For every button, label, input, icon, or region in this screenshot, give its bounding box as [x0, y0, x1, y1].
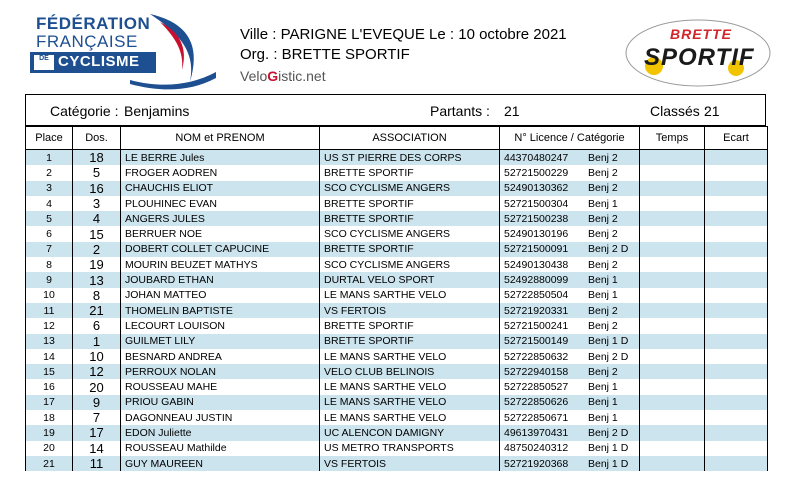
cell-name: CHAUCHIS ELIOT [121, 181, 320, 196]
cell-association: VS FERTOIS [320, 303, 500, 318]
site-part-2: G [267, 68, 279, 84]
cell-gap [705, 349, 768, 364]
col-header-dossard: Dos. [73, 127, 121, 150]
cell-gap [705, 196, 768, 211]
cell-name: GUY MAUREEN [121, 456, 320, 471]
cell-dossard: 20 [73, 379, 121, 394]
col-header-name: NOM et PRENOM [121, 127, 320, 150]
cell-name: ANGERS JULES [121, 211, 320, 226]
club-logo [624, 18, 772, 88]
cell-place: 21 [26, 456, 73, 471]
cell-dossard: 11 [73, 456, 121, 471]
ffc-logo-badge: DE [34, 55, 54, 70]
cell-place: 20 [26, 441, 73, 456]
cell-gap [705, 395, 768, 410]
cell-dossard: 3 [73, 196, 121, 211]
table-row [26, 242, 768, 257]
cell-association: VS FERTOIS [320, 456, 500, 471]
cell-licence [500, 211, 640, 226]
licence-category: Benj 1 [588, 381, 618, 394]
licence-number: 52721500091 [504, 243, 569, 256]
licence-category: Benj 1 [588, 411, 618, 424]
cell-name: MOURIN BEUZET MATHYS [121, 257, 320, 272]
cell-gap [705, 303, 768, 318]
event-organizer: Org. : BRETTE SPORTIF [240, 46, 410, 63]
ffc-logo-line1: FÉDÉRATION [36, 14, 151, 33]
col-header-licence: N° Licence / Catégorie [500, 127, 640, 150]
licence-number: 52722850671 [504, 411, 569, 424]
cell-association: US METRO TRANSPORTS [320, 441, 500, 456]
cell-gap [705, 318, 768, 333]
cell-gap [705, 226, 768, 241]
cell-time [640, 257, 705, 272]
cell-time [640, 242, 705, 257]
licence-category: Benj 2 [588, 365, 618, 378]
cell-dossard: 9 [73, 395, 121, 410]
cell-dossard: 13 [73, 272, 121, 287]
licence-number: 52721500304 [504, 197, 569, 210]
col-header-association: ASSOCIATION [320, 127, 500, 150]
cell-place: 10 [26, 288, 73, 303]
cell-name: GUILMET LILY [121, 334, 320, 349]
table-row [26, 226, 768, 241]
cell-name: ROUSSEAU Mathilde [121, 441, 320, 456]
cell-place: 4 [26, 196, 73, 211]
classes-label: Classés : [650, 103, 708, 119]
cell-name: JOHAN MATTEO [121, 288, 320, 303]
cell-licence [500, 257, 640, 272]
cell-time [640, 425, 705, 440]
table-row [26, 150, 768, 166]
cell-gap [705, 288, 768, 303]
cell-place: 11 [26, 303, 73, 318]
cell-dossard: 8 [73, 288, 121, 303]
cell-licence [500, 181, 640, 196]
cell-place: 15 [26, 364, 73, 379]
cell-dossard: 12 [73, 364, 121, 379]
licence-category: Benj 1 [588, 396, 618, 409]
cell-name: ROUSSEAU MAHE [121, 379, 320, 394]
table-row [26, 257, 768, 272]
cell-licence [500, 226, 640, 241]
cell-name: LE BERRE Jules [121, 150, 320, 166]
partants-value: 21 [504, 103, 520, 119]
col-header-time: Temps [640, 127, 705, 150]
table-header-row [26, 127, 768, 150]
cell-association: SCO CYCLISME ANGERS [320, 226, 500, 241]
cell-licence [500, 425, 640, 440]
table-row [26, 349, 768, 364]
table-row [26, 181, 768, 196]
event-location-date: Ville : PARIGNE L'EVEQUE Le : 10 octobre 2021 [240, 26, 567, 43]
cell-place: 14 [26, 349, 73, 364]
licence-number: 52721500238 [504, 212, 569, 225]
cell-dossard: 14 [73, 441, 121, 456]
cell-time [640, 410, 705, 425]
cell-time [640, 364, 705, 379]
cell-time [640, 303, 705, 318]
cell-gap [705, 456, 768, 471]
cell-gap [705, 425, 768, 440]
licence-category: Benj 1 [588, 274, 618, 287]
licence-category: Benj 2 [588, 304, 618, 317]
licence-category: Benj 2 [588, 166, 618, 179]
cell-time [640, 349, 705, 364]
cell-gap [705, 150, 768, 166]
cell-gap [705, 242, 768, 257]
table-row [26, 288, 768, 303]
licence-number: 52490130196 [504, 228, 569, 241]
table-row [26, 196, 768, 211]
club-logo-line2: SPORTIF [644, 44, 755, 71]
licence-category: Benj 1 D [588, 457, 629, 470]
licence-number: 49613970431 [504, 426, 569, 439]
cell-licence [500, 364, 640, 379]
classes-value: 21 [704, 103, 720, 119]
table-row [26, 441, 768, 456]
licence-category: Benj 2 [588, 212, 618, 225]
licence-category: Benj 2 D [588, 350, 629, 363]
licence-number: 52721500149 [504, 335, 569, 348]
cell-gap [705, 379, 768, 394]
cell-place: 1 [26, 150, 73, 166]
cell-time [640, 395, 705, 410]
cell-time [640, 150, 705, 166]
cell-time [640, 181, 705, 196]
table-row [26, 395, 768, 410]
licence-category: Benj 2 [588, 319, 618, 332]
ffc-logo-line2: FRANÇAISE [36, 32, 138, 51]
licence-category: Benj 2 D [588, 426, 629, 439]
licence-number: 52490130362 [504, 182, 569, 195]
cell-licence [500, 456, 640, 471]
cell-licence [500, 410, 640, 425]
partants-label: Partants : [430, 103, 490, 119]
cell-name: PRIOU GABIN [121, 395, 320, 410]
licence-number: 52490130438 [504, 258, 569, 271]
site-part-3: istic.net [278, 68, 326, 84]
cell-licence [500, 334, 640, 349]
cell-place: 19 [26, 425, 73, 440]
velogistic-site [240, 68, 326, 84]
cell-name: BESNARD ANDREA [121, 349, 320, 364]
licence-category: Benj 1 D [588, 335, 629, 348]
licence-number: 52492880099 [504, 274, 569, 287]
cell-time [640, 318, 705, 333]
cell-time [640, 165, 705, 180]
cell-gap [705, 257, 768, 272]
cell-dossard: 6 [73, 318, 121, 333]
cell-association: LE MANS SARTHE VELO [320, 395, 500, 410]
cell-time [640, 456, 705, 471]
cell-dossard: 18 [73, 150, 121, 166]
cell-name: PERROUX NOLAN [121, 364, 320, 379]
cell-name: JOUBARD ETHAN [121, 272, 320, 287]
club-logo-line1: BRETTE [670, 26, 732, 42]
cell-place: 3 [26, 181, 73, 196]
licence-number: 52722850527 [504, 381, 569, 394]
cell-name: FROGER AODREN [121, 165, 320, 180]
cell-gap [705, 165, 768, 180]
cell-gap [705, 181, 768, 196]
cell-licence [500, 441, 640, 456]
cell-association: UC ALENCON DAMIGNY [320, 425, 500, 440]
cell-association: VELO CLUB BELINOIS [320, 364, 500, 379]
cell-licence [500, 272, 640, 287]
table-row [26, 456, 768, 471]
cell-name: DAGONNEAU JUSTIN [121, 410, 320, 425]
table-row [26, 410, 768, 425]
cell-place: 7 [26, 242, 73, 257]
categorie-label: Catégorie : [50, 103, 119, 119]
cell-association: LE MANS SARTHE VELO [320, 410, 500, 425]
cell-place: 12 [26, 318, 73, 333]
ffc-logo-line3: CYCLISME [58, 53, 140, 70]
table-row [26, 165, 768, 180]
cell-association: LE MANS SARTHE VELO [320, 288, 500, 303]
table-row [26, 425, 768, 440]
licence-number: 52722850504 [504, 289, 569, 302]
table-row [26, 318, 768, 333]
cell-association: SCO CYCLISME ANGERS [320, 181, 500, 196]
cell-dossard: 10 [73, 349, 121, 364]
cell-licence [500, 303, 640, 318]
licence-category: Benj 2 [588, 182, 618, 195]
cell-place: 13 [26, 334, 73, 349]
licence-category: Benj 1 [588, 289, 618, 302]
cell-licence [500, 288, 640, 303]
cell-name: BERRUER NOE [121, 226, 320, 241]
cell-licence [500, 242, 640, 257]
licence-category: Benj 1 D [588, 442, 629, 455]
table-row [26, 272, 768, 287]
cell-dossard: 7 [73, 410, 121, 425]
licence-number: 52721500229 [504, 166, 569, 179]
cell-time [640, 272, 705, 287]
cell-dossard: 16 [73, 181, 121, 196]
cell-dossard: 19 [73, 257, 121, 272]
cell-licence [500, 318, 640, 333]
cell-time [640, 226, 705, 241]
cell-gap [705, 334, 768, 349]
race-info-panel [25, 94, 766, 126]
cell-place: 18 [26, 410, 73, 425]
cell-association: SCO CYCLISME ANGERS [320, 257, 500, 272]
table-row [26, 364, 768, 379]
licence-number: 48750240312 [504, 442, 569, 455]
cell-place: 17 [26, 395, 73, 410]
cell-licence [500, 379, 640, 394]
cell-licence [500, 150, 640, 166]
cell-gap [705, 364, 768, 379]
results-body [26, 150, 768, 472]
cell-association: LE MANS SARTHE VELO [320, 379, 500, 394]
col-header-gap: Ecart [705, 127, 768, 150]
licence-number: 52722850632 [504, 350, 569, 363]
cell-association: BRETTE SPORTIF [320, 165, 500, 180]
cell-association: LE MANS SARTHE VELO [320, 349, 500, 364]
cell-gap [705, 211, 768, 226]
cell-gap [705, 272, 768, 287]
cell-place: 9 [26, 272, 73, 287]
cell-licence [500, 196, 640, 211]
cell-association: BRETTE SPORTIF [320, 318, 500, 333]
table-row [26, 379, 768, 394]
categorie-value: Benjamins [124, 103, 190, 119]
cell-name: THOMELIN BAPTISTE [121, 303, 320, 318]
table-row [26, 334, 768, 349]
cell-association: BRETTE SPORTIF [320, 196, 500, 211]
licence-category: Benj 2 D [588, 243, 629, 256]
cell-name: LECOURT LOUISON [121, 318, 320, 333]
cell-dossard: 1 [73, 334, 121, 349]
cell-time [640, 211, 705, 226]
cell-gap [705, 410, 768, 425]
cell-gap [705, 441, 768, 456]
cell-place: 8 [26, 257, 73, 272]
cell-licence [500, 395, 640, 410]
licence-number: 52722850626 [504, 396, 569, 409]
cell-licence [500, 165, 640, 180]
cell-place: 6 [26, 226, 73, 241]
licence-number: 52721920368 [504, 457, 569, 470]
cell-time [640, 441, 705, 456]
licence-category: Benj 1 [588, 197, 618, 210]
table-row [26, 303, 768, 318]
cell-name: EDON Juliette [121, 425, 320, 440]
cell-name: DOBERT COLLET CAPUCINE [121, 242, 320, 257]
col-header-place: Place [26, 127, 73, 150]
licence-category: Benj 2 [588, 228, 618, 241]
cell-name: PLOUHINEC EVAN [121, 196, 320, 211]
cell-place: 2 [26, 165, 73, 180]
results-table [25, 126, 768, 471]
cell-association: US ST PIERRE DES CORPS [320, 150, 500, 166]
cell-dossard: 17 [73, 425, 121, 440]
ffc-swoosh-icon [130, 12, 220, 90]
cell-time [640, 196, 705, 211]
cell-time [640, 379, 705, 394]
cell-association: BRETTE SPORTIF [320, 242, 500, 257]
cell-association: BRETTE SPORTIF [320, 334, 500, 349]
site-part-1: Velo [240, 68, 268, 84]
cell-association: DURTAL VELO SPORT [320, 272, 500, 287]
licence-category: Benj 2 [588, 258, 618, 271]
ffc-logo [30, 12, 220, 90]
table-row [26, 211, 768, 226]
cell-dossard: 5 [73, 165, 121, 180]
licence-number: 52721500241 [504, 319, 569, 332]
cell-time [640, 288, 705, 303]
cell-place: 5 [26, 211, 73, 226]
licence-number: 52721920331 [504, 304, 569, 317]
licence-number: 44370480247 [504, 151, 569, 164]
cell-time [640, 334, 705, 349]
cell-association: BRETTE SPORTIF [320, 211, 500, 226]
cell-dossard: 21 [73, 303, 121, 318]
cell-place: 16 [26, 379, 73, 394]
cell-dossard: 2 [73, 242, 121, 257]
cell-dossard: 15 [73, 226, 121, 241]
cell-licence [500, 349, 640, 364]
licence-number: 52722940158 [504, 365, 569, 378]
licence-category: Benj 2 [588, 151, 618, 164]
cell-dossard: 4 [73, 211, 121, 226]
